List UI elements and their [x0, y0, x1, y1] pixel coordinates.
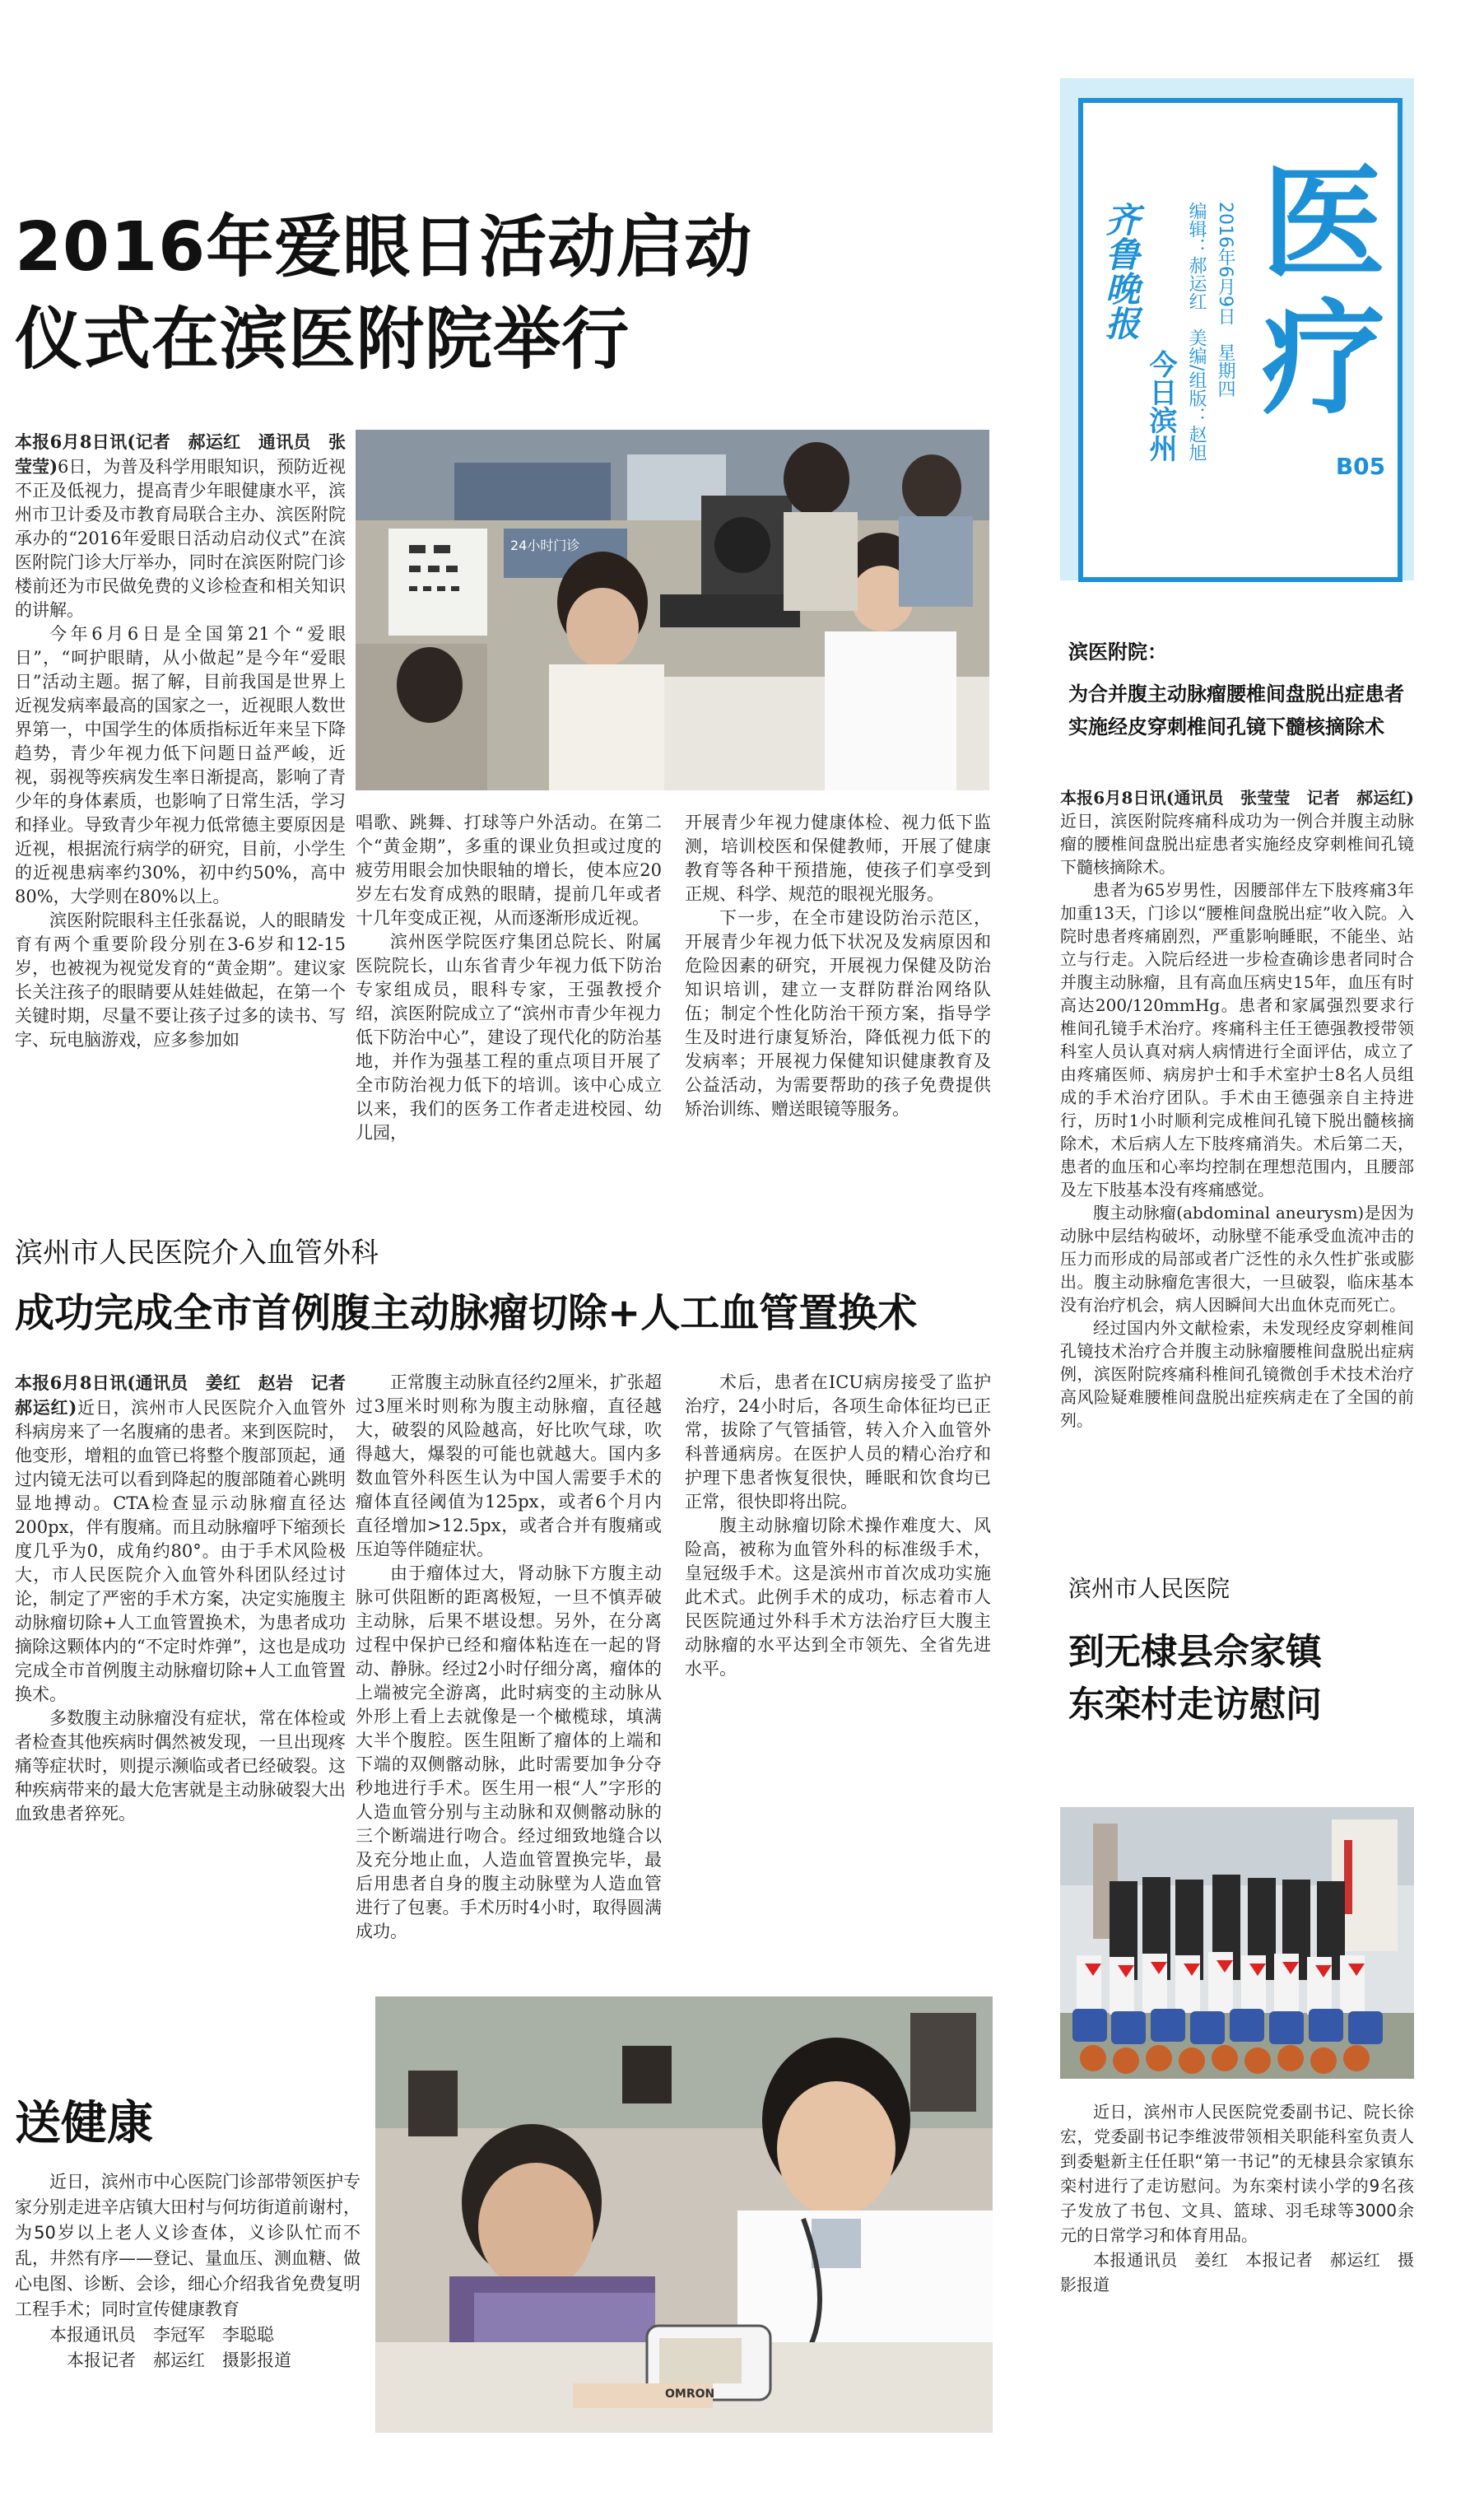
article1-byline: 本报6月8日讯(记者 郝运红 通讯员 张莹莹): [15, 431, 346, 477]
section-title: 医 疗: [1262, 152, 1386, 431]
article3-body: 本报6月8日讯(通讯员 张莹莹 记者 郝运红)近日，滨医附院疼痛科成功为一例合并腹主动脉瘤的腰椎间盘脱出症患者实施经皮穿刺椎间孔镜下髓核摘除术。 患者为65岁男性，因腰部伴左下肢疼痛3年加重13天，门诊以“腰椎间盘脱出症”收入院。入院时患者疼痛剧烈，严重影响睡眠，不能坐、站立与行走。入院后经进一步检查确诊患者同时合并腹主动脉瘤，且有高血压病史15年，血压有时高达200/120mmHg。患者和家属强烈要求行椎间孔镜手术治疗。疼痛科主任王德强教授带领科室人员认真对病人病情进行全面评估，成立了由疼痛医师、病房护士和手术室护士8名人员组成的手术治疗团队。手术由王德强亲自主持进行，历时1小时顺利完成椎间孔镜下脱出髓核摘除术，术后病人左下肢疼痛消失。术后第二天，患者的血压和心率均控制在理想范围内，且腰部及左下肢基本没有疼痛感觉。 腹主动脉瘤(abdominal aneurysm)是因为动脉中层结构破坏，动脉壁不能承受血流冲击的压力而形成的局部或者广泛性的永久性扩张或膨出。腹主动脉瘤危害很大，一旦破裂，临床基本没有治疗机会，病人因瞬间大出血休克而死亡。 经过国内外文献检索，未发现经皮穿刺椎间孔镜技术治疗合并腹主动脉瘤腰椎间盘脱出症病例，滨医附院疼痛科椎间孔镜微创手术技术治疗高风险疑难腰椎间盘脱出症疾病走在了全国的前列。: [1060, 788, 1414, 1430]
article2-byline: 本报6月8日讯(通讯员 姜红 赵岩 记者 郝运红): [15, 1372, 363, 1418]
page-number: B05: [1335, 453, 1386, 480]
article2-title: 成功完成全市首例腹主动脉瘤切除+人工血管置换术: [15, 1290, 918, 1336]
masthead: [1060, 78, 1414, 589]
article1-col1: 本报6月8日讯(记者 郝运红 通讯员 张莹莹)6日，为普及科学用眼知识，预防近视不正及低视力，提高青少年眼健康水平，滨州市卫计委及市教育局联合主办、滨医附院承办的“2016年爱眼日活动启动仪式”在滨医附院门诊大厅举办，同时在滨医附院门诊楼前还为市民做免费的义诊检查和相关知识的讲解。 今年6月6日是全国第21个“爱眼日”，“呵护眼睛，从小做起”是今年“爱眼日”活动主题。据了解，目前我国是世界上近视发病率最高的国家之一，近视眼人数世界第一，中国学生的体质指标近年来呈下降趋势，青少年视力低下问题日益严峻，近视，弱视等疾病发生率日渐提高，影响了青少年的身体素质，也影响了日常生活，学习和择业。导致青少年视力低常德主要原因是近视，根据流行病学的研究，目前，小学生的近视患病率约30%，初中约50%，高中80%，大学则在80%以上。 滨医附院眼科主任张磊说，人的眼睛发育有两个重要阶段分别在3-6岁和12-15岁，也被视为视觉发育的“黄金期”。建议家长关注孩子的眼睛要从娃娃做起，在第一个关键时期，尽量不要让孩子过多的读书、写字、玩电脑游戏，应多参加如: [15, 431, 346, 1050]
school-visit-illustration: [1060, 1807, 1414, 2079]
eye-exam-illustration: [356, 430, 989, 790]
monitor-brand: OMRON: [665, 2388, 715, 2401]
article4-credit: 本报通讯员 姜红 本报记者 郝运红 摄影报道: [1060, 2250, 1414, 2294]
article1-col2: 唱歌、跳舞、打球等户外活动。在第二个“黄金期”，多重的课业负担或过度的疲劳用眼会加快眼轴的增长，使本应20岁左右发育成熟的眼睛，提前几年或者十几年变成正视，从而逐渐形成近视。 滨州医学院医疗集团总院长、附属医院院长，山东省青少年视力低下防治专家组成员，眼科专家，王强教授介绍，滨医附院成立了“滨州市青少年视力低下防治中心”，建设了现代化的防治基地，并作为强基工程的重点项目开展了全市防治视力低下的培训。该中心成立以来，我们的医务工作者走进校园、幼儿园，: [356, 813, 662, 1143]
school-visit-photo: [1060, 1807, 1414, 2079]
article4-kicker: 滨州市人民医院: [1068, 1575, 1230, 1602]
article2-col1: 本报6月8日讯(通讯员 姜红 赵岩 记者 郝运红)近日，滨州市人民医院介入血管外科病房来了一名腹痛的患者。来到医院时，他变形，增粗的血管已将整个腹部顶起，通过内镜无法可以看到降起的腹部随着心跳明显地搏动。CTA检查显示动脉瘤直径达200px，伴有腹痛。而且动脉瘤呼下缩颈长度几乎为0，成角约80°。由于手术风险极大，市人民医院介入血管外科团队经过讨论，制定了严密的手术方案，决定实施腹主动脉瘤切除+人工血管置换术，为患者成功摘除这颗体内的“不定时炸弹”，这也是成功完成全市首例腹主动脉瘤切除+人工血管置换术。 多数腹主动脉瘤没有症状，常在体检或者检查其他疾病时偶然被发现，一旦出现疼痛等症状时，则提示濒临或者已经破裂。这种疾病带来的最大危害就是主动脉破裂大出血致患者猝死。: [15, 1372, 363, 1824]
editor-line: 编辑：郝运红 美编/组版：赵旭: [1186, 202, 1207, 462]
edition-name: 今日滨州: [1144, 350, 1177, 462]
brand-logo: 齐鲁晚报: [1100, 202, 1141, 340]
article3-kicker: 滨医附院：: [1068, 641, 1167, 664]
date-line: 2016年6月9日 星期四: [1215, 202, 1235, 398]
article2-kicker: 滨州市人民医院介入血管外科: [15, 1237, 379, 1269]
article3-byline: 本报6月8日讯(通讯员 张莹莹 记者 郝运红): [1060, 788, 1414, 808]
article5-body: 近日，滨州市中心医院门诊部带领医护专家分别走进辛店镇大田村与何坊街道前谢村，为50岁以上老人义诊查体，义诊队忙而不乱，井然有序——登记、量血压、测血糖、做心电图、诊断、会诊，细心介绍我省免费复明工程手术；同时宣传健康教育 本报通讯员 李冠军 李聪聪 本报记者 郝运红 摄影报道: [15, 2169, 361, 2441]
article4-body: 近日，滨州市人民医院党委副书记、院长徐宏，党委副书记李维波带领相关职能科室负责人到委魁新主任任职“第一书记”的无棣县佘家镇东栾村进行了走访慰问。为东栾村读小学的9名孩子发放了书包、文具、篮球、羽毛球等3000余元的日常学习和体育用品。 本报通讯员 姜红 本报记者 郝运红 摄影报道: [1060, 2099, 1414, 2445]
article3-subtitle: 为合并腹主动脉瘤腰椎间盘脱出症患者 实施经皮穿刺椎间孔镜下髓核摘除术: [1068, 682, 1404, 738]
article5-credit2: 本报记者 郝运红 摄影报道: [67, 2350, 291, 2370]
article1-title: 2016年爱眼日活动启动 仪式在滨医附院举行: [15, 208, 753, 379]
health-checkup-photo: [375, 1996, 993, 2433]
article5-credit1: 本报通讯员 李冠军 李聪聪: [49, 2325, 274, 2345]
article4-title: 到无棣县佘家镇 东栾村走访慰问: [1068, 1631, 1322, 1726]
article2-col2: 正常腹主动脉直径约2厘米，扩张超过3厘米时则称为腹主动脉瘤，直径越大，破裂的风险越高，好比吹气球，吹得越大，爆裂的可能也就越大。国内多数血管外科医生认为中国人需要手术的瘤体直径阈值为125px，或者6个月内直径增加>12.5px，或者合并有腹痛或压迫等伴随症状。 由于瘤体过大，肾动脉下方腹主动脉可供阻断的距离极短，一旦不慎弄破主动脉，后果不堪设想。另外，在分离过程中保护已经和瘤体粘连在一起的肾动、静脉。经过2小时仔细分离，瘤体的上端被完全游离，此时病变的主动脉从外形上看上去就像是一个橄榄球，填满大半个腹腔。医生阻断了瘤体的上端和下端的双侧髂动脉，此时需要加争分夺秒地进行手术。医生用一根“人”字形的人造血管分别与主动脉和双侧髂动脉的三个断端进行吻合。经过细致地缝合以及充分地止血，人造血管置换完毕，最后用患者自身的腹主动脉壁为人造血管进行了包裹。手术历时4小时，取得圆满成功。: [356, 1372, 662, 1941]
eye-exam-photo: [356, 430, 989, 790]
article2-col3: 术后，患者在ICU病房接受了监护治疗，24小时后，各项生命体征均已正常，拔除了气管插管，转入介入血管外科普通病房。在医护人员的精心治疗和护理下患者恢复很快，睡眠和饮食均已正常，很快即将出院。 腹主动脉瘤切除术操作难度大、风险高，被称为血管外科的标准级手术，皇冠级手术。这是滨州市首次成功实施此术式。此例手术的成功，标志着市人民医院通过外科手术方法治疗巨大腹主动脉瘤的水平达到全市领先、全省先进水平。: [685, 1372, 991, 1679]
health-checkup-illustration: [375, 1996, 993, 2433]
article1-col3: 开展青少年视力健康体检、视力低下监测，培训校医和保健教师，开展了健康教育等各种干预措施，使孩子们享受到正规、科学、规范的眼视光服务。 下一步，在全市建设防治示范区，开展青少年视力低下状况及发病原因和危险因素的研究，开展视力保健及防治知识培训，建立一支群防群治网络队伍；制定个性化防治干预方案，指导学生及时进行康复矫治，降低视力低下的发病率；开展视力保健知识健康教育及公益活动，为需要帮助的孩子免费提供矫治训练、赠送眼镜等服务。: [685, 813, 991, 1119]
article5-title: 送健康: [15, 2097, 153, 2150]
eye-exam-sign: 24小时门诊: [510, 538, 580, 553]
